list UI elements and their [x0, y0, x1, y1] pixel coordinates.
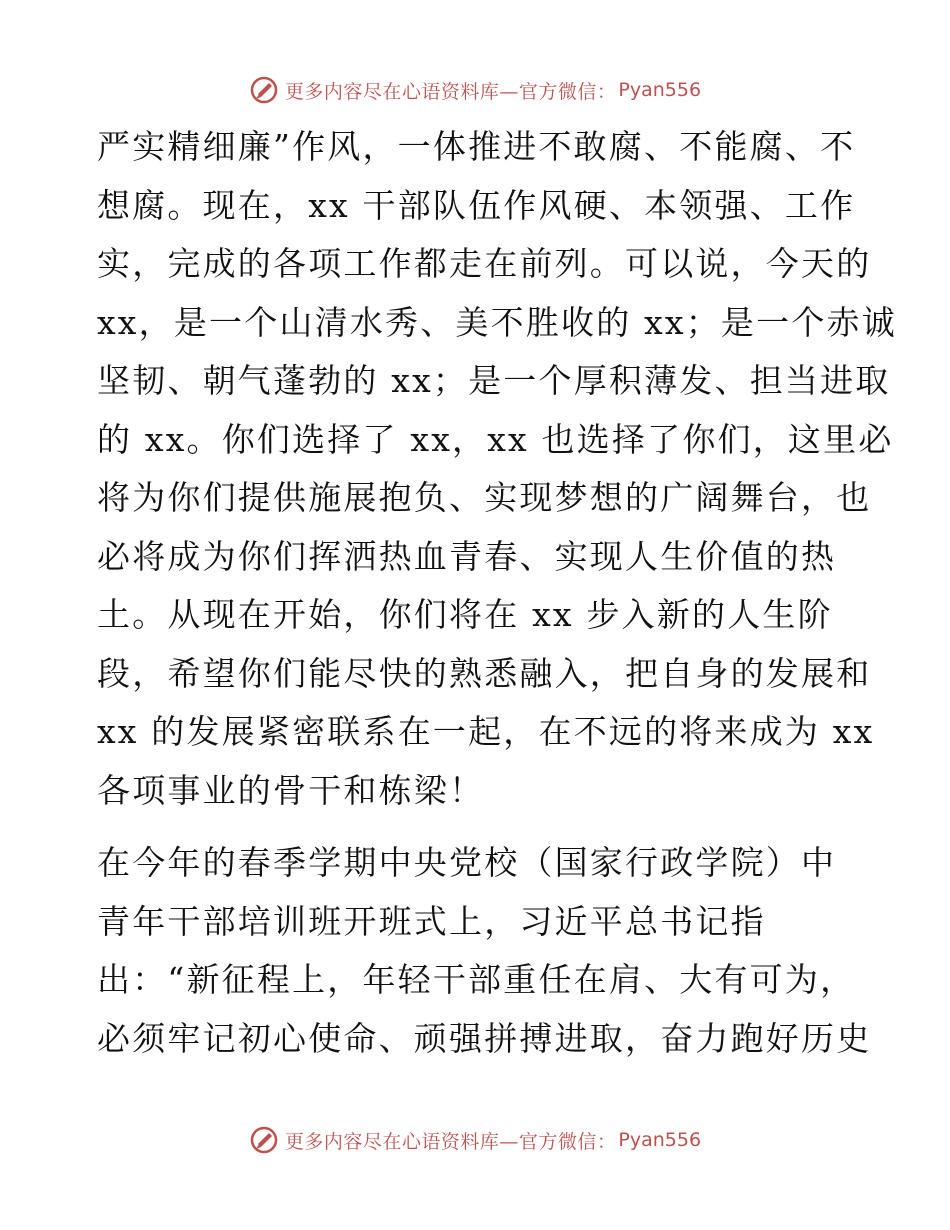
- text-line: 青年干部培训班开班式上，习近平总书记指: [97, 901, 766, 941]
- text-line: 想腐。现在，xx 干部队伍作风硬、本领强、工作: [97, 185, 856, 225]
- text-line: 各项事业的骨干和栋梁！: [97, 770, 485, 810]
- brand-logo-icon: [249, 75, 279, 105]
- text-line: 在今年的春季学期中央党校（国家行政学院）中: [97, 843, 837, 882]
- text-line: 将为你们提供施展抱负、实现梦想的广阔舞台，也: [97, 478, 872, 517]
- text-line: 段，希望你们能尽快的熟悉融入，把自身的发展和: [97, 653, 872, 693]
- header-watermark: [0, 70, 950, 110]
- paragraph: [97, 834, 872, 1068]
- text-line: 严实精细廉”作风，一体推进不敢腐、不能腐、不: [97, 127, 856, 166]
- paragraph: [97, 118, 897, 820]
- footer-watermark: [0, 1120, 950, 1160]
- text-line: 必将成为你们挥洒热血青春、实现人生价值的热: [97, 536, 837, 576]
- brand-logo-icon: [249, 1125, 279, 1155]
- footer-brand-text: 更多内容尽在心语资料库—官方微信：: [284, 1130, 617, 1153]
- text-line: xx 的发展紧密联系在一起，在不远的将来成为 xx: [97, 712, 875, 751]
- text-line: 出：“新征程上，年轻干部重任在肩、大有可为，: [97, 960, 856, 999]
- paragraph-gap: [97, 820, 867, 834]
- text-line: 土。从现在开始，你们将在 xx 步入新的人生阶: [97, 595, 833, 634]
- footer-brand-id: Pyan556: [618, 1129, 702, 1151]
- header-brand-id: Pyan556: [618, 79, 702, 101]
- text-line: 坚韧、朝气蓬勃的 xx；是一个厚积薄发、担当进取: [97, 361, 891, 400]
- header-brand-text: 更多内容尽在心语资料库—官方微信：: [284, 80, 617, 103]
- document-body: [97, 118, 897, 1068]
- text-line: xx，是一个山清水秀、美不胜收的 xx；是一个赤诚: [97, 302, 897, 342]
- text-line: 实，完成的各项工作都走在前列。可以说，今天的: [97, 244, 872, 283]
- text-line: 的 xx。你们选择了 xx，xx 也选择了你们，这里必: [97, 419, 894, 459]
- text-line: 必须牢记初心使命、顽强拼搏进取，奋力跑好历史: [97, 1018, 872, 1058]
